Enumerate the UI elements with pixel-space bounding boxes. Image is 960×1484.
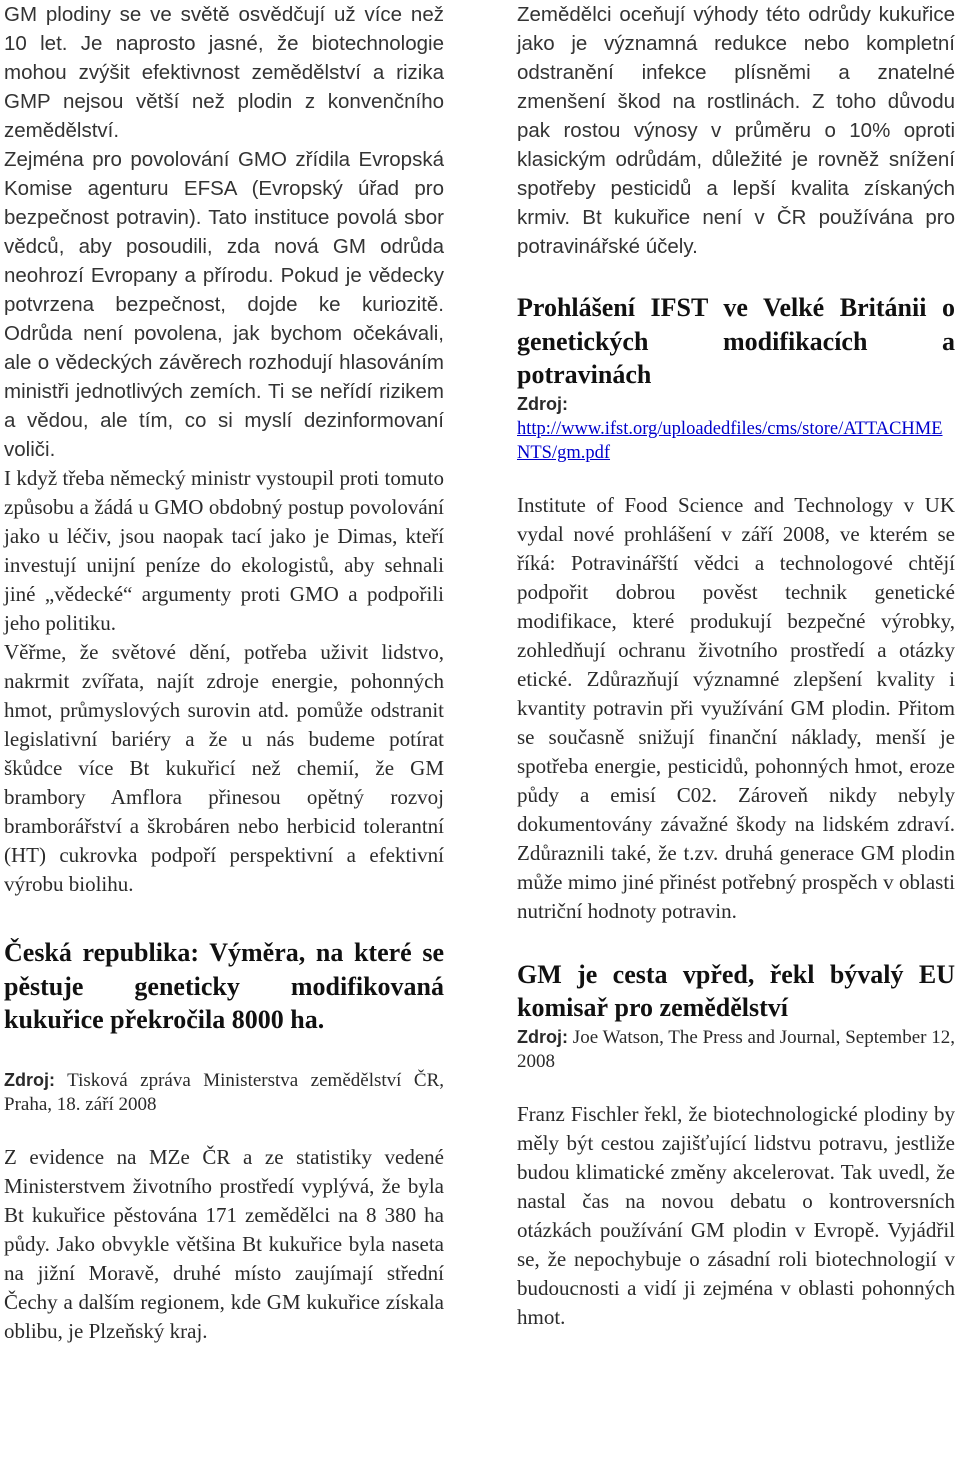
right-column	[517, 0, 955, 1332]
intro-paragraph-1: GM plodiny se ve světě osvědčují už více než 10 let. Je naprosto jasné, že biotechnologie mohou zvýšit efektivnost zemědělství a rizika GMP nejsou větší než plodin z konvenčního zemědělství.	[4, 3, 444, 142]
article-ifst-source	[517, 392, 955, 465]
continued-paragraph: Zemědělci oceňují výhody této odrůdy kukuřice jako je významná redukce nebo kompletní odstranění infekce plísněmi a znatelné zmenšení škod na rostlinách. Z toho důvodu pak rostou výnosy v průměru o 10% oproti klasickým odrůdám, důležité je rovněž snížení spotřeby pesticidů a lepší kvalita získaných krmiv. Bt kukuřice není v ČR používána pro potravinářské účely.	[517, 3, 955, 258]
source-label: Zdroj:	[517, 1026, 568, 1047]
source-label: Zdroj:	[517, 393, 568, 414]
paragraph-outlook: Věřme, že světové dění, potřeba uživit lidstvo, nakrmit zvířata, najít zdroje energie, pohonných hmot, průmyslových surovin atd. pomůže odstranit legislativní bariéry a že u nás budeme potírat škůdce více Bt kukuřicí než chemií, že GM brambory Amflora přinesou opětný rozvoj bramborářství a škrobáren nebo herbicid tolerantní (HT) cukrovka podpoří perspektivní a efektivní výrobu biolihu.	[4, 640, 444, 896]
article-eu-source	[517, 1025, 955, 1074]
source-text: Tisková zpráva Ministerstva zemědělství ČR, Praha, 18. září 2008	[4, 1069, 444, 1115]
article-cr-source	[4, 1068, 444, 1117]
source-text: Joe Watson, The Press and Journal, September 12, 2008	[517, 1026, 955, 1072]
article-cr-body: Z evidence na MZe ČR a ze statistiky vedené Ministerstvem životního prostředí vyplývá, že byla Bt kukuřice pěstována 171 zemědělci na 8 380 ha půdy. Jako obvykle většina Bt kukuřice byla naseta na jižní Moravě, druhé místo zaujímají střední Čechy a dalším regionem, kde GM kukuřice získala oblibu, je Plzeňský kraj.	[4, 1144, 444, 1343]
article-ifst-heading: Prohlášení IFST ve Velké Británii o genetických modifikacích a potravinách	[517, 293, 955, 389]
article-cr-heading: Česká republika: Výměra, na které se pěstuje geneticky modifikovaná kukuřice překročila 8000 ha.	[4, 938, 444, 1034]
article-ifst-body: Institute of Food Science and Technology v UK vydal nové prohlášení v září 2008, ve kterém se říká: Potravinářští vědci a technologové chtějí podpořit dobrou pověst technik genetické modifikace, které produkují bezpečné výrobky, zohledňují ochranu životního prostředí a otázky etické. Zdůrazňují významné zlepšení kvality i kvantity potravin při využívání GM plodin. Přitom se současně snižují finanční náklady, menší je spotřeba energie, pesticidů, pohonných hmot, eroze půdy a emisí C02. Zároveň nikdy nebyly dokumentovány závažné škody na lidském zdraví. Zdůraznili také, že t.zv. druhá generace GM plodin může mimo jiné přinést potřebný prospěch v oblasti nutriční hodnoty potravin.	[517, 492, 955, 923]
source-label: Zdroj:	[4, 1069, 55, 1090]
left-column	[4, 0, 444, 1346]
intro-paragraph-2: Zejména pro povolování GMO zřídila Evropská Komise agenturu EFSA (Evropský úřad pro bezpečnost potravin). Tato instituce povolá sbor vědců, aby posoudili, zda nová GM odrůda neohrozí Evropany a přírodu. Pokud je vědecky potvrzena bezpečnost, dojde ke kuriozitě. Odrůda není povolena, jak bychom očekávali, ale o vědeckých závěrech rozhodují hlasováním ministři jednotlivých zemích. Ti se neřídí rizikem a vědou, ale tím, co si myslí dezinformovaní voliči.	[4, 148, 444, 461]
source-link[interactable]: http://www.ifst.org/uploadedfiles/cms/store/ATTACHMENTS/gm.pdf	[517, 418, 943, 463]
article-eu-heading: GM je cesta vpřed, řekl bývalý EU komisař pro zemědělství	[517, 959, 955, 1022]
paragraph-dimas: I když třeba německý ministr vystoupil proti tomuto způsobu a žádá u GMO obdobný postup povolování jako u léčiv, jsou naopak tací jako je Dimas, kteří investují unijní peníze do ekologistů, aby sehnali jiné „vědecké“ argumenty proti GMO a podpořili jeho politiku.	[4, 466, 444, 635]
article-eu-body: Franz Fischler řekl, že biotechnologické plodiny by měly být cestou zajišťující lidstvu potravu, jestliže budou klimatické změny akcelerovat. Tak uvedl, že nastal čas na novou debatu o kontroversních otázkách používání GM plodin v Evropě. Vyjádřil se, že nepochybuje o zásadní roli biotechnologií v budoucnosti a vidí ji zejména v oblasti pohonných hmot.	[517, 1101, 955, 1329]
